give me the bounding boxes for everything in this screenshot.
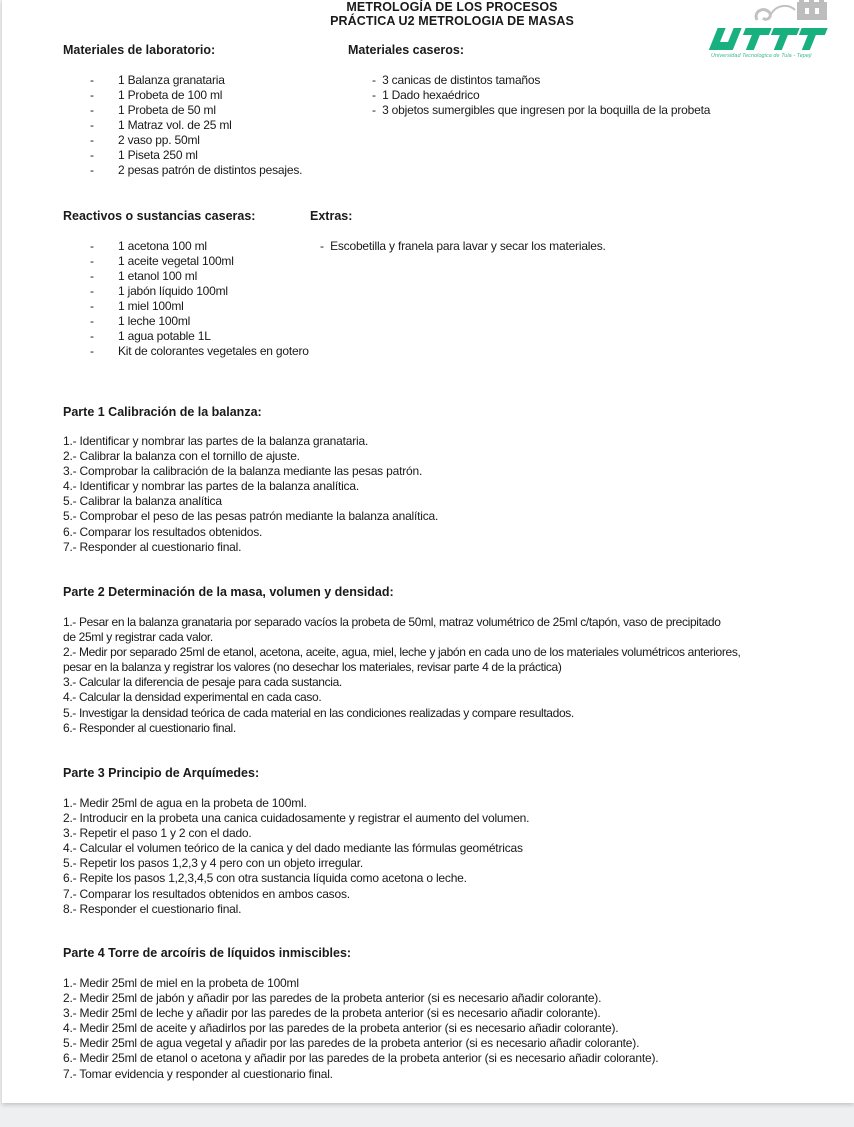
- list-item: - 1 Piseta 250 ml: [90, 148, 198, 162]
- part-3-steps: [63, 796, 529, 917]
- step-item: 1.- Medir 25ml de miel en la probeta de 100ml: [63, 976, 299, 990]
- step-item: 2.- Calibrar la balanza con el tornillo de ajuste.: [63, 449, 300, 464]
- step-item: 5.- Calibrar la balanza analítica: [63, 494, 222, 509]
- step-item: 7.- Responder al cuestionario final.: [63, 539, 242, 554]
- list-item: - 3 objetos sumergibles que ingresen por la boquilla de la probeta: [372, 103, 711, 117]
- step-item: 2.- Medir 25ml de jabón y añadir por las paredes de la probeta anterior (si es necesario añadir colorante).: [63, 991, 602, 1006]
- list-item: - 2 pesas patrón de distintos pesajes.: [90, 163, 303, 177]
- part-2-steps: [63, 615, 740, 736]
- reagents-heading: Reactivos o sustancias caseras:: [63, 209, 256, 223]
- step-item: 3.- Comprobar la calibración de la balanza mediante las pesas patrón.: [63, 464, 423, 479]
- step-item: 4.- Calcular la densidad experimental en cada caso.: [63, 690, 322, 705]
- step-item-continuation: pesar en la balanza y registrar los valores (no desechar los materiales, revisar parte 4 de la práctica): [63, 660, 562, 675]
- list-item: - 1 leche 100ml: [90, 314, 191, 328]
- document-title-line-1: METROLOGÍA DE LOS PROCESOS: [346, 0, 558, 14]
- list-item: - 1 Probeta de 100 ml: [90, 88, 223, 102]
- list-item: - 1 acetona 100 ml: [90, 239, 207, 253]
- step-item: 4.- Medir 25ml de aceite y añadirlos por las paredes de la probeta anterior (si es necesario añadir colorante).: [63, 1021, 619, 1036]
- step-item: 2.- Medir por separado 25ml de etanol, acetona, aceite, agua, miel, leche y jabón en cada uno de los materiales volumétricos anteriores,: [63, 645, 741, 660]
- extras-list: [320, 239, 606, 254]
- list-item: - 1 etanol 100 ml: [90, 269, 198, 283]
- list-item: - Kit de colorantes vegetales en gotero: [90, 344, 309, 358]
- step-item: 3.- Medir 25ml de leche y añadir por las paredes de la probeta anterior (si es necesario añadir colorante).: [63, 1006, 601, 1021]
- part-1-steps: [63, 434, 438, 555]
- part-1-heading: Parte 1 Calibración de la balanza:: [63, 405, 262, 419]
- part-4-steps: [63, 976, 658, 1082]
- step-item: 1.- Medir 25ml de agua en la probeta de 100ml.: [63, 796, 307, 810]
- part-3-heading: Parte 3 Principio de Arquímedes:: [63, 766, 260, 780]
- list-item: - 1 miel 100ml: [90, 299, 184, 313]
- list-item: - Escobetilla y franela para lavar y secar los materiales.: [320, 239, 606, 253]
- step-item: 4.- Identificar y nombrar las partes de la balanza analítica.: [63, 479, 359, 494]
- step-item: 7.- Tomar evidencia y responder al cuestionario final.: [63, 1066, 333, 1081]
- step-item: 6.- Medir 25ml de etanol o acetona y añadir por las paredes de la probeta anterior (si es necesario añadir colorante).: [63, 1051, 659, 1066]
- list-item: - 1 Matraz vol. de 25 ml: [90, 118, 232, 132]
- list-item: - 1 Balanza granataria: [90, 73, 225, 87]
- step-item: 6.- Repite los pasos 1,2,3,4,5 con otra sustancia líquida como acetona o leche.: [63, 871, 467, 886]
- list-item: - 1 jabón líquido 100ml: [90, 284, 228, 298]
- list-item: - 3 canicas de distintos tamaños: [372, 73, 541, 87]
- lab-materials-heading: Materiales de laboratorio:: [63, 43, 216, 57]
- step-item: 5.- Comprobar el peso de las pesas patrón mediante la balanza analítica.: [63, 509, 439, 524]
- step-item: 6.- Responder al cuestionario final.: [63, 720, 236, 735]
- step-item-continuation: de 25ml y registrar cada valor.: [63, 630, 213, 645]
- lab-materials-list: [90, 73, 350, 178]
- logo-subtitle: Universidad Tecnologica de Tula - Tepeji: [711, 53, 812, 59]
- step-item: 6.- Comparar los resultados obtenidos.: [63, 524, 263, 539]
- step-item: 5.- Repetir los pasos 1,2,3 y 4 pero con un objeto irregular.: [63, 856, 363, 871]
- document-page: [2, 0, 854, 1103]
- step-item: 7.- Comparar los resultados obtenidos en ambos casos.: [63, 886, 350, 901]
- step-item: 5.- Investigar la densidad teórica de cada material en las condiciones realizadas y compare resultados.: [63, 705, 574, 720]
- list-item: - 2 vaso pp. 50ml: [90, 133, 200, 147]
- extras-heading: Extras:: [310, 209, 353, 223]
- part-4-heading: Parte 4 Torre de arcoíris de líquidos inmiscibles:: [63, 946, 352, 960]
- list-item: - 1 Dado hexaédrico: [372, 88, 480, 102]
- list-item: - 1 Probeta de 50 ml: [90, 103, 216, 117]
- document-title-line-2: PRÁCTICA U2 METROLOGIA DE MASAS: [330, 14, 574, 28]
- step-item: 3.- Calcular la diferencia de pesaje para cada sustancia.: [63, 675, 342, 690]
- step-item: 4.- Calcular el volumen teórico de la canica y del dado mediante las fórmulas geométricas: [63, 841, 523, 856]
- step-item: 3.- Repetir el paso 1 y 2 con el dado.: [63, 826, 252, 841]
- step-item: 1.- Pesar en la balanza granataria por separado vacíos la probeta de 50ml, matraz volumétrico de 25ml c/tapón, vaso de precipitado: [63, 615, 721, 629]
- list-item: - 1 agua potable 1L: [90, 329, 211, 343]
- part-2-heading: Parte 2 Determinación de la masa, volumen y densidad:: [63, 585, 394, 599]
- step-item: 5.- Medir 25ml de agua vegetal y añadir por las paredes de la probeta anterior (si es necesario añadir colorante).: [63, 1036, 640, 1051]
- reagents-list: [90, 239, 350, 359]
- step-item: 8.- Responder el cuestionario final.: [63, 901, 242, 916]
- home-materials-heading: Materiales caseros:: [348, 43, 465, 57]
- step-item: 1.- Identificar y nombrar las partes de la balanza granataria.: [63, 434, 369, 448]
- step-item: 2.- Introducir en la probeta una canica cuidadosamente y registrar el aumento del volumen.: [63, 811, 530, 826]
- home-materials-list: [372, 73, 710, 118]
- list-item: - 1 aceite vegetal 100ml: [90, 254, 234, 268]
- uttt-logo: [705, 0, 845, 66]
